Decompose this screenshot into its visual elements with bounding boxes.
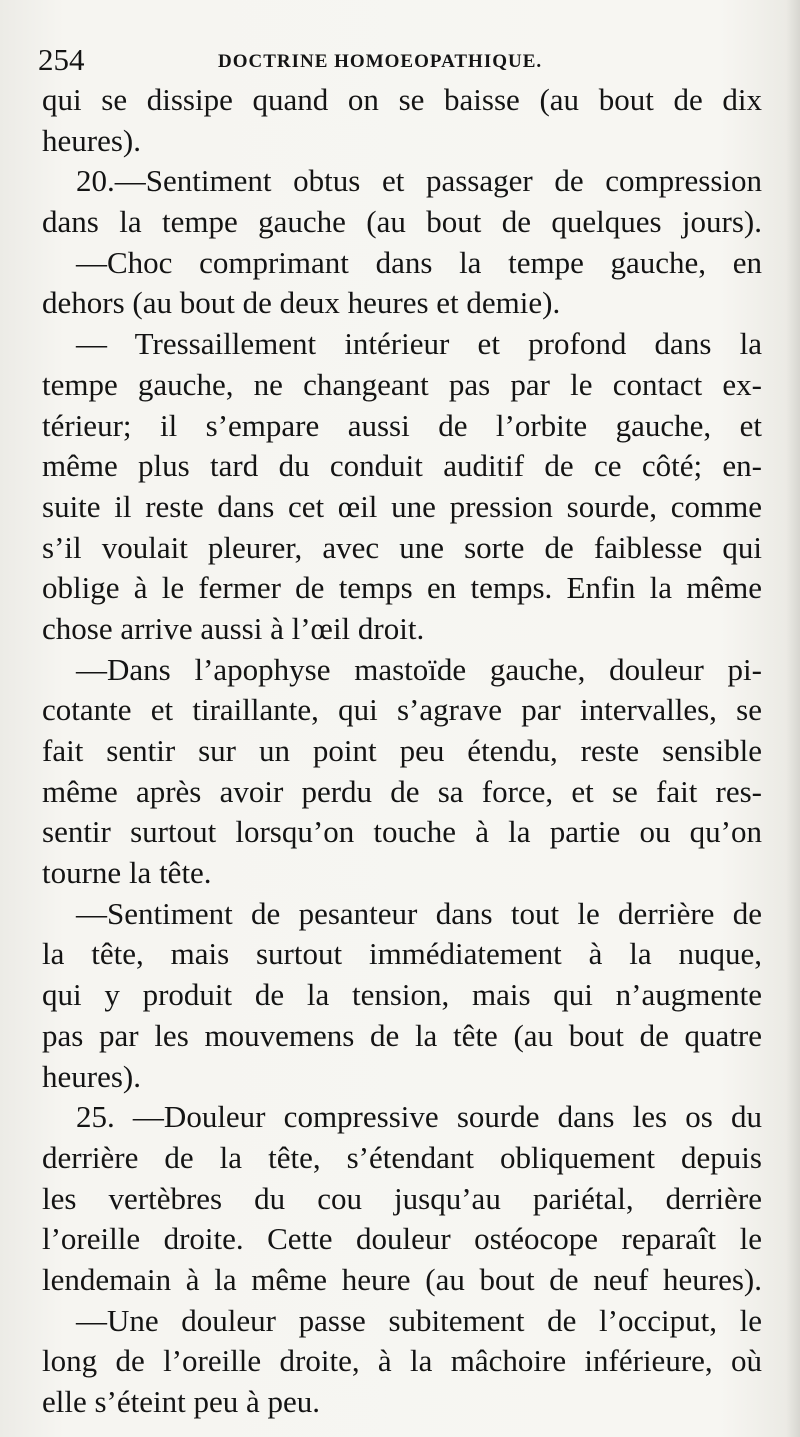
text-line: heures). bbox=[42, 122, 141, 158]
text-line: heures). bbox=[42, 1058, 141, 1094]
text-line: derrière de la tête, s’étendant obliquement depuis bbox=[42, 1139, 762, 1175]
text-line: elle s’éteint peu à peu. bbox=[42, 1384, 321, 1419]
text-line: fait sentir sur un point peu étendu, reste sensible bbox=[42, 733, 762, 768]
text-line: même plus tard du conduit auditif de ce côté; en- bbox=[42, 448, 762, 484]
text-line: dehors (au bout de deux heures et demie). bbox=[42, 285, 561, 321]
text-line: 25. —Douleur compressive sourde dans les os du bbox=[76, 1099, 762, 1135]
text-line: sentir surtout lorsqu’on touche à la partie ou qu’on bbox=[42, 814, 762, 850]
text-line: l’oreille droite. Cette douleur ostéocope reparaît le bbox=[42, 1221, 762, 1257]
text-line: même après avoir perdu de sa force, et se fait res- bbox=[42, 773, 762, 809]
running-title: DOCTRINE HOMOEOPATHIQUE. bbox=[218, 51, 543, 72]
text-line: tourne la tête. bbox=[42, 855, 212, 891]
text-line: qui y produit de la tension, mais qui n’augmente bbox=[42, 977, 762, 1013]
text-line: long de l’oreille droite, à la mâchoire inférieure, où bbox=[42, 1343, 762, 1379]
text-line: s’il voulait pleurer, avec une sorte de faiblesse qui bbox=[42, 529, 762, 565]
text-line: les vertèbres du cou jusqu’au pariétal, derrière bbox=[42, 1180, 762, 1216]
text-line: chose arrive aussi à l’œil droit. bbox=[42, 610, 425, 646]
text-line: suite il reste dans cet œil une pression sourde, comme bbox=[42, 488, 762, 524]
text-line: pas par les mouvemens de la tête (au bout de quatre bbox=[42, 1017, 762, 1053]
text-line: tempe gauche, ne changeant pas par le contact ex- bbox=[42, 366, 762, 402]
text-line: —Choc comprimant dans la tempe gauche, en bbox=[76, 244, 762, 280]
text-line: oblige à le fermer de temps en temps. Enfin la même bbox=[42, 570, 762, 606]
text-line: —Une douleur passe subitement de l’occiput, le bbox=[76, 1302, 762, 1338]
text-line: lendemain à la même heure (au bout de neuf heures). bbox=[42, 1261, 762, 1297]
text-line: qui se dissipe quand on se baisse (au bout de dix bbox=[42, 82, 762, 117]
text-line: cotante et tiraillante, qui s’agrave par intervalles, se bbox=[42, 692, 762, 728]
text-line: 20.—Sentiment obtus et passager de compression bbox=[76, 163, 762, 199]
text-line: —Dans l’apophyse mastoïde gauche, douleur pi- bbox=[76, 651, 762, 687]
body-text bbox=[42, 80, 762, 1423]
text-line: —Sentiment de pesanteur dans tout le derrière de bbox=[76, 895, 762, 931]
text-line: la tête, mais surtout immédiatement à la nuque, bbox=[42, 936, 762, 972]
page-header bbox=[38, 42, 768, 82]
text-line: térieur; il s’empare aussi de l’orbite gauche, et bbox=[42, 407, 762, 443]
page-edge-shadow bbox=[786, 0, 800, 1437]
text-line: dans la tempe gauche (au bout de quelques jours). bbox=[42, 204, 762, 240]
text-line: — Tressaillement intérieur et profond dans la bbox=[76, 326, 762, 362]
page-number: 254 bbox=[38, 42, 85, 77]
